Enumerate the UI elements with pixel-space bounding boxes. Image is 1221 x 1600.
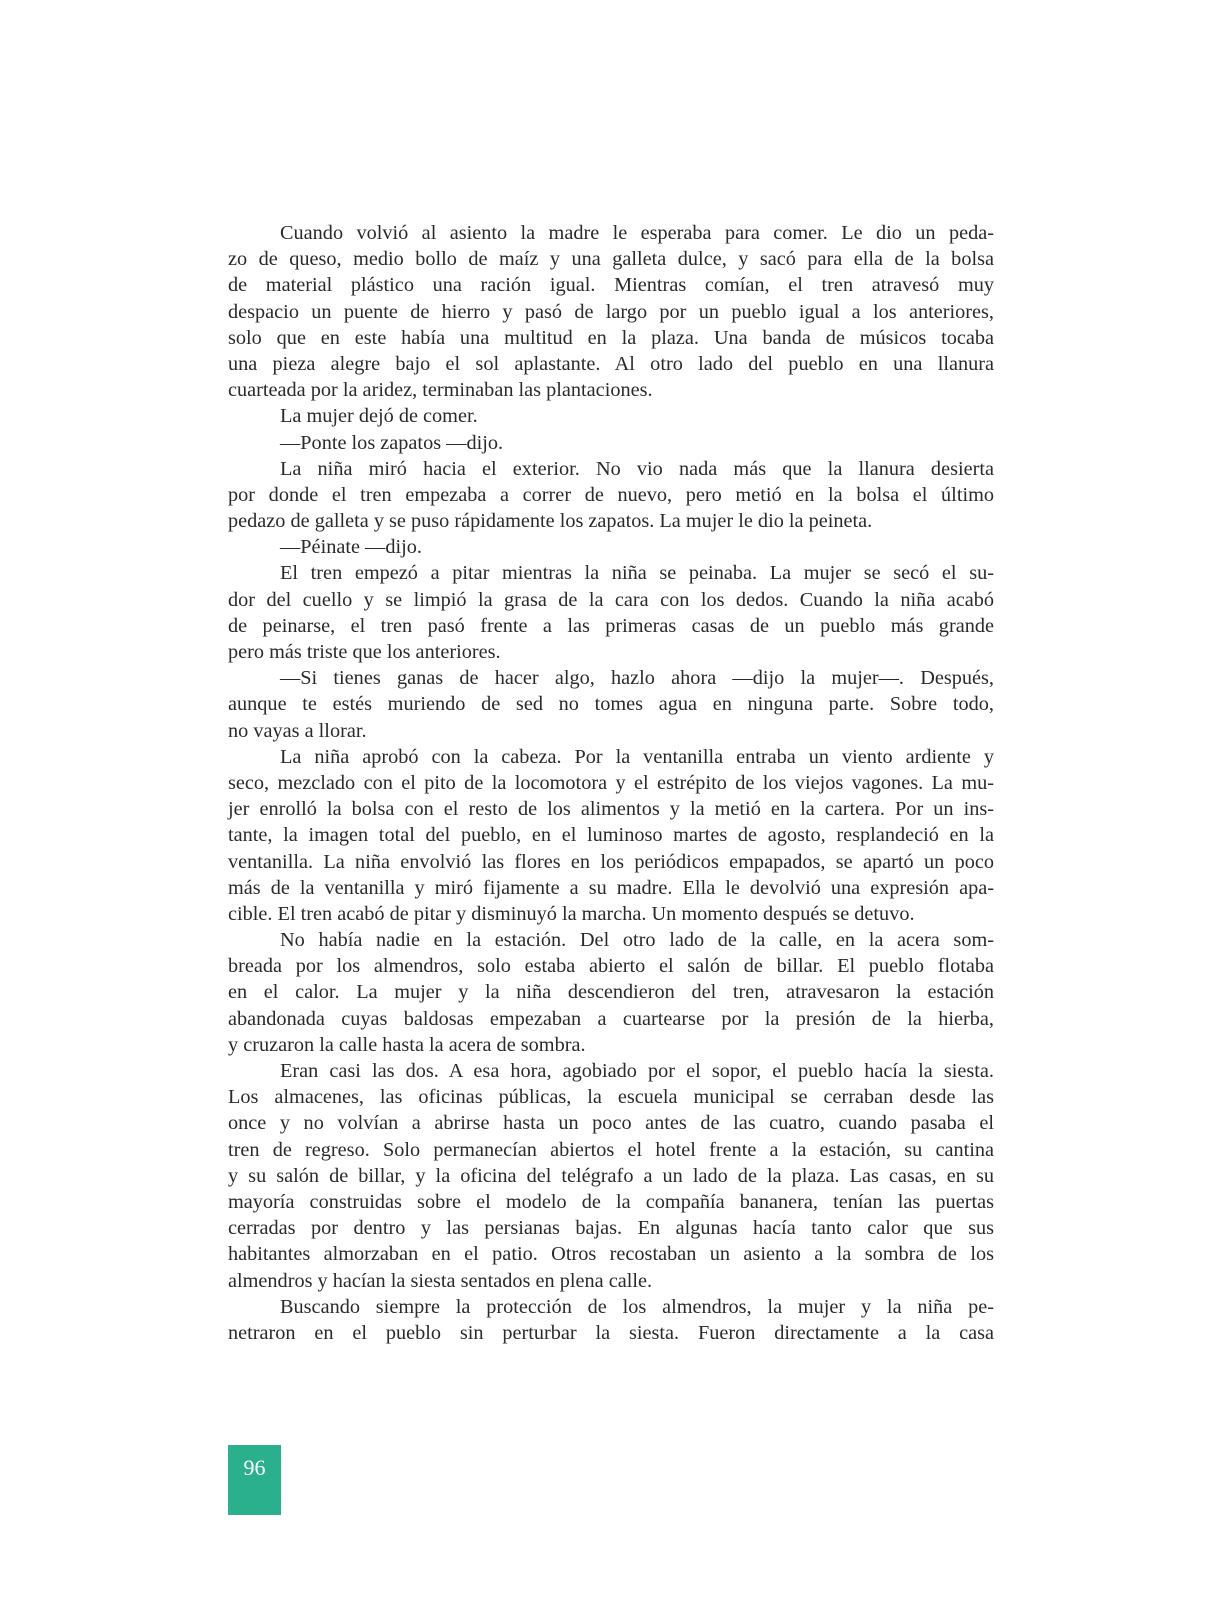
text-line: zo de queso, medio bollo de maíz y una galleta dulce, y sacó para ella de la bolsa: [228, 248, 994, 271]
text-line: por donde el tren empezaba a correr de nuevo, pero metió en la bolsa el último: [228, 483, 994, 506]
text-line: —Si tienes ganas de hacer algo, hazlo ahora —dijo la mujer—. Después,: [280, 667, 994, 690]
text-line: El tren empezó a pitar mientras la niña se peinaba. La mujer se secó el su-: [280, 562, 994, 585]
text-line: Buscando siempre la protección de los almendros, la mujer y la niña pe-: [280, 1295, 994, 1318]
text-line: Eran casi las dos. A esa hora, agobiado por el sopor, el pueblo hacía la siesta.: [280, 1060, 994, 1082]
text-line: dor del cuello y se limpió la grasa de la cara con los dedos. Cuando la niña acabó: [228, 588, 994, 611]
text-line: La niña miró hacia el exterior. No vio nada más que la llanura desierta: [280, 457, 994, 480]
text-line: —Ponte los zapatos —dijo.: [280, 431, 504, 454]
text-line: —Péinate —dijo.: [280, 536, 422, 559]
paragraph: [228, 403, 994, 429]
paragraph: [228, 665, 994, 744]
text-line: de material plástico una ración igual. Mientras comían, el tren atravesó muy: [228, 274, 994, 297]
text-line: once y no volvían a abrirse hasta un poco antes de las cuatro, cuando pasaba el: [228, 1112, 994, 1135]
paragraph: [228, 534, 994, 560]
text-line: solo que en este había una multitud en la plaza. Una banda de músicos tocaba: [228, 326, 994, 349]
text-line: tante, la imagen total del pueblo, en el luminoso martes de agosto, resplandeció en la: [228, 824, 994, 847]
paragraph: [228, 456, 994, 535]
page-number-box: [228, 1445, 281, 1515]
text-line: y su salón de billar, y la oficina del telégrafo a un lado de la plaza. Las casas, en su: [228, 1164, 994, 1187]
paragraph: [228, 927, 994, 1058]
text-line: breada por los almendros, solo estaba abierto el salón de billar. El pueblo flotaba: [228, 955, 994, 978]
text-line: La mujer dejó de comer.: [280, 405, 478, 428]
paragraph: [228, 1294, 994, 1346]
text-line: cerradas por dentro y las persianas bajas. En algunas hacía tanto calor que sus: [228, 1217, 994, 1240]
text-line: Cuando volvió al asiento la madre le esperaba para comer. Le dio un peda-: [280, 222, 994, 244]
text-line: de peinarse, el tren pasó frente a las primeras casas de un pueblo más grande: [228, 614, 994, 637]
text-line: no vayas a llorar.: [228, 719, 367, 742]
text-line: pedazo de galleta y se puso rápidamente los zapatos. La mujer le dio la peineta.: [228, 510, 873, 533]
paragraph: [228, 560, 994, 665]
paragraph: [228, 1058, 994, 1294]
text-line: seco, mezclado con el pito de la locomotora y el estrépito de los viejos vagones. La mu-: [228, 771, 994, 794]
paragraph: [228, 430, 994, 456]
paragraph: [228, 220, 994, 403]
text-line: una pieza alegre bajo el sol aplastante. Al otro lado del pueblo en una llanura: [228, 352, 994, 375]
text-line: netraron en el pueblo sin perturbar la siesta. Fueron directamente a la casa: [228, 1321, 994, 1344]
text-line: cible. El tren acabó de pitar y disminuyó la marcha. Un momento después se detuvo.: [228, 902, 915, 925]
text-line: habitantes almorzaban en el patio. Otros recostaban un asiento a la sombra de los: [228, 1243, 994, 1266]
text-line: cuarteada por la aridez, terminaban las plantaciones.: [228, 379, 653, 402]
text-line: en el calor. La mujer y la niña descendieron del tren, atravesaron la estación: [228, 981, 994, 1004]
text-line: Los almacenes, las oficinas públicas, la escuela municipal se cerraban desde las: [228, 1086, 994, 1109]
text-line: despacio un puente de hierro y pasó de largo por un pueblo igual a los anteriores,: [228, 300, 994, 323]
text-line: La niña aprobó con la cabeza. Por la ventanilla entraba un viento ardiente y: [280, 745, 994, 768]
text-line: No había nadie en la estación. Del otro lado de la calle, en la acera som-: [280, 929, 994, 952]
paragraph: [228, 744, 994, 927]
text-line: almendros y hacían la siesta sentados en plena calle.: [228, 1269, 653, 1292]
text-line: pero más triste que los anteriores.: [228, 641, 501, 663]
text-line: ventanilla. La niña envolvió las flores en los periódicos empapados, se apartó un poco: [228, 850, 994, 873]
text-line: mayoría construidas sobre el modelo de la compañía bananera, tenían las puertas: [228, 1190, 994, 1213]
text-line: y cruzaron la calle hasta la acera de sombra.: [228, 1033, 586, 1056]
text-line: más de la ventanilla y miró fijamente a su madre. Ella le devolvió una expresión apa-: [228, 876, 994, 899]
text-line: jer enrolló la bolsa con el resto de los alimentos y la metió en la cartera. Por un ins-: [228, 798, 994, 821]
text-line: aunque te estés muriendo de sed no tomes agua en ninguna parte. Sobre todo,: [228, 693, 994, 716]
page-number: 96: [243, 1455, 266, 1480]
body-text: [228, 220, 994, 1346]
text-line: abandonada cuyas baldosas empezaban a cuartearse por la presión de la hierba,: [228, 1007, 994, 1030]
text-line: tren de regreso. Solo permanecían abiertos el hotel frente a la estación, su cantina: [228, 1138, 994, 1161]
